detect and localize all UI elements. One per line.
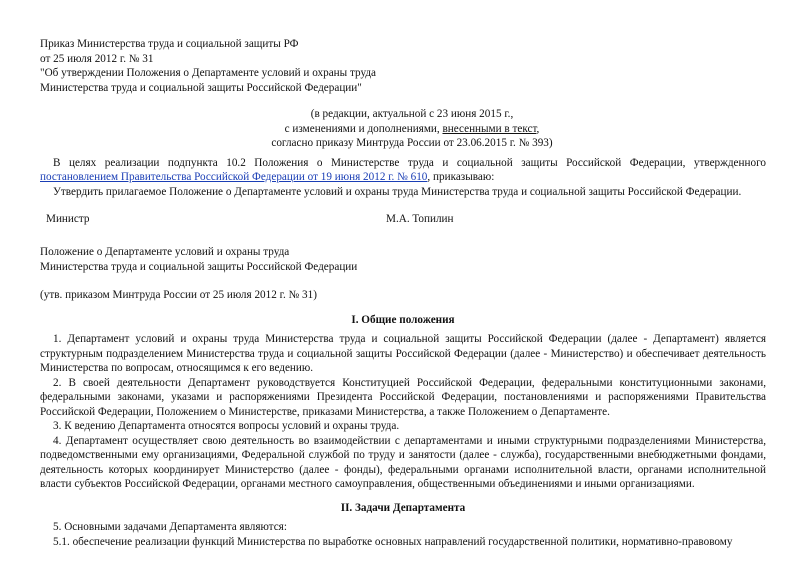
clause-paragraph: 3. К ведению Департамента относятся вопросы условий и охраны труда. <box>53 420 400 432</box>
preamble-paragraph <box>40 156 766 185</box>
order-date-line: от 25 июля 2012 г. № 31 <box>40 52 154 65</box>
government-decree-link[interactable]: постановлением Правительства Российской Федерации от 19 июня 2012 г. № 610 <box>40 171 428 183</box>
amendments-link[interactable]: внесенными в текст, <box>442 122 540 135</box>
clause-paragraph: 4. Департамент осуществляет свою деятельность во взаимодействии с департаментами и иными структурными подразделениями Министерства, подведомственными ему организациями, Федеральной службой по труду и занятости (далее - служба), государственными внебюджетными фондами, деятельность которых координирует Министерство (далее - фонды), федеральными органами исполнительной власти, органами исполнительной власти субъектов Российской Федерации, органами местного самоуправления, общественными объединениями и иными организациями. <box>40 434 766 490</box>
order-title-line: Приказ Министерства труда и социальной защиты РФ <box>40 38 299 50</box>
revision-note <box>58 107 766 151</box>
order-header <box>40 37 766 95</box>
approval-note: (утв. приказом Минтруда России от 25 июля 2012 г. № 31) <box>40 289 317 301</box>
document-page <box>40 37 766 549</box>
section-heading: II. Задачи Департамента <box>340 501 466 514</box>
revision-line <box>58 122 766 137</box>
clause-paragraph: 5.1. обеспечение реализации функций Министерства по выработке основных направлений государственной политики, нормативно-правовому <box>53 535 733 548</box>
appendix-title-line: Положение о Департаменте условий и охраны труда <box>40 246 290 258</box>
appendix-title <box>40 245 766 274</box>
section-heading: I. Общие положения <box>351 313 455 326</box>
order-subject-line: Министерства труда и социальной защиты Российской Федерации" <box>40 81 362 94</box>
order-subject-line: "Об утверждении Положения о Департаменте условий и охраны труда <box>40 67 376 79</box>
order-approve-paragraph: Утвердить прилагаемое Положение о Департаменте условий и охраны труда Министерства труда и социальной защиты Российской Федерации. <box>53 185 742 198</box>
section-1-body <box>40 332 766 492</box>
preamble-text: В целях реализации подпункта 10.2 Положения о Министерстве труда и социальной защиты Российской Федерации, утвержденного <box>53 156 766 169</box>
section-2-body <box>40 520 766 549</box>
revision-text: с изменениями и дополнениями, <box>284 122 443 135</box>
clause-paragraph: 1. Департамент условий и охраны труда Министерства труда и социальной защиты Российской Федерации (далее - Департамент) является структурным подразделением Министерства труда и социальной защиты Российской Федерации (далее - Министерство) и обеспечивает деятельность Министерства по вопросам, относящимся к его ведению. <box>40 333 766 374</box>
signature-block <box>40 212 766 227</box>
preamble-text: , приказываю: <box>427 171 495 183</box>
clause-paragraph: 2. В своей деятельности Департамент руководствуется Конституцией Российской Федерации, федеральными конституционными законами, федеральными законами, указами и распоряжениями Президента Российской Федерации, постановлениями и распоряжениями Правительства Российской Федерации, Положением о Министерстве, приказами Министерства, а также Положением о Департаменте. <box>40 376 766 418</box>
revision-line: согласно приказу Минтруда России от 23.06.2015 г. № 393) <box>271 137 553 149</box>
appendix-title-line: Министерства труда и социальной защиты Российской Федерации <box>40 260 358 273</box>
signatory-name: М.А. Топилин <box>386 213 454 225</box>
revision-line: (в редакции, актуальной с 23 июня 2015 г., <box>310 108 514 120</box>
signatory-position: Министр <box>46 213 90 225</box>
clause-paragraph: 5. Основными задачами Департамента являются: <box>53 521 287 533</box>
